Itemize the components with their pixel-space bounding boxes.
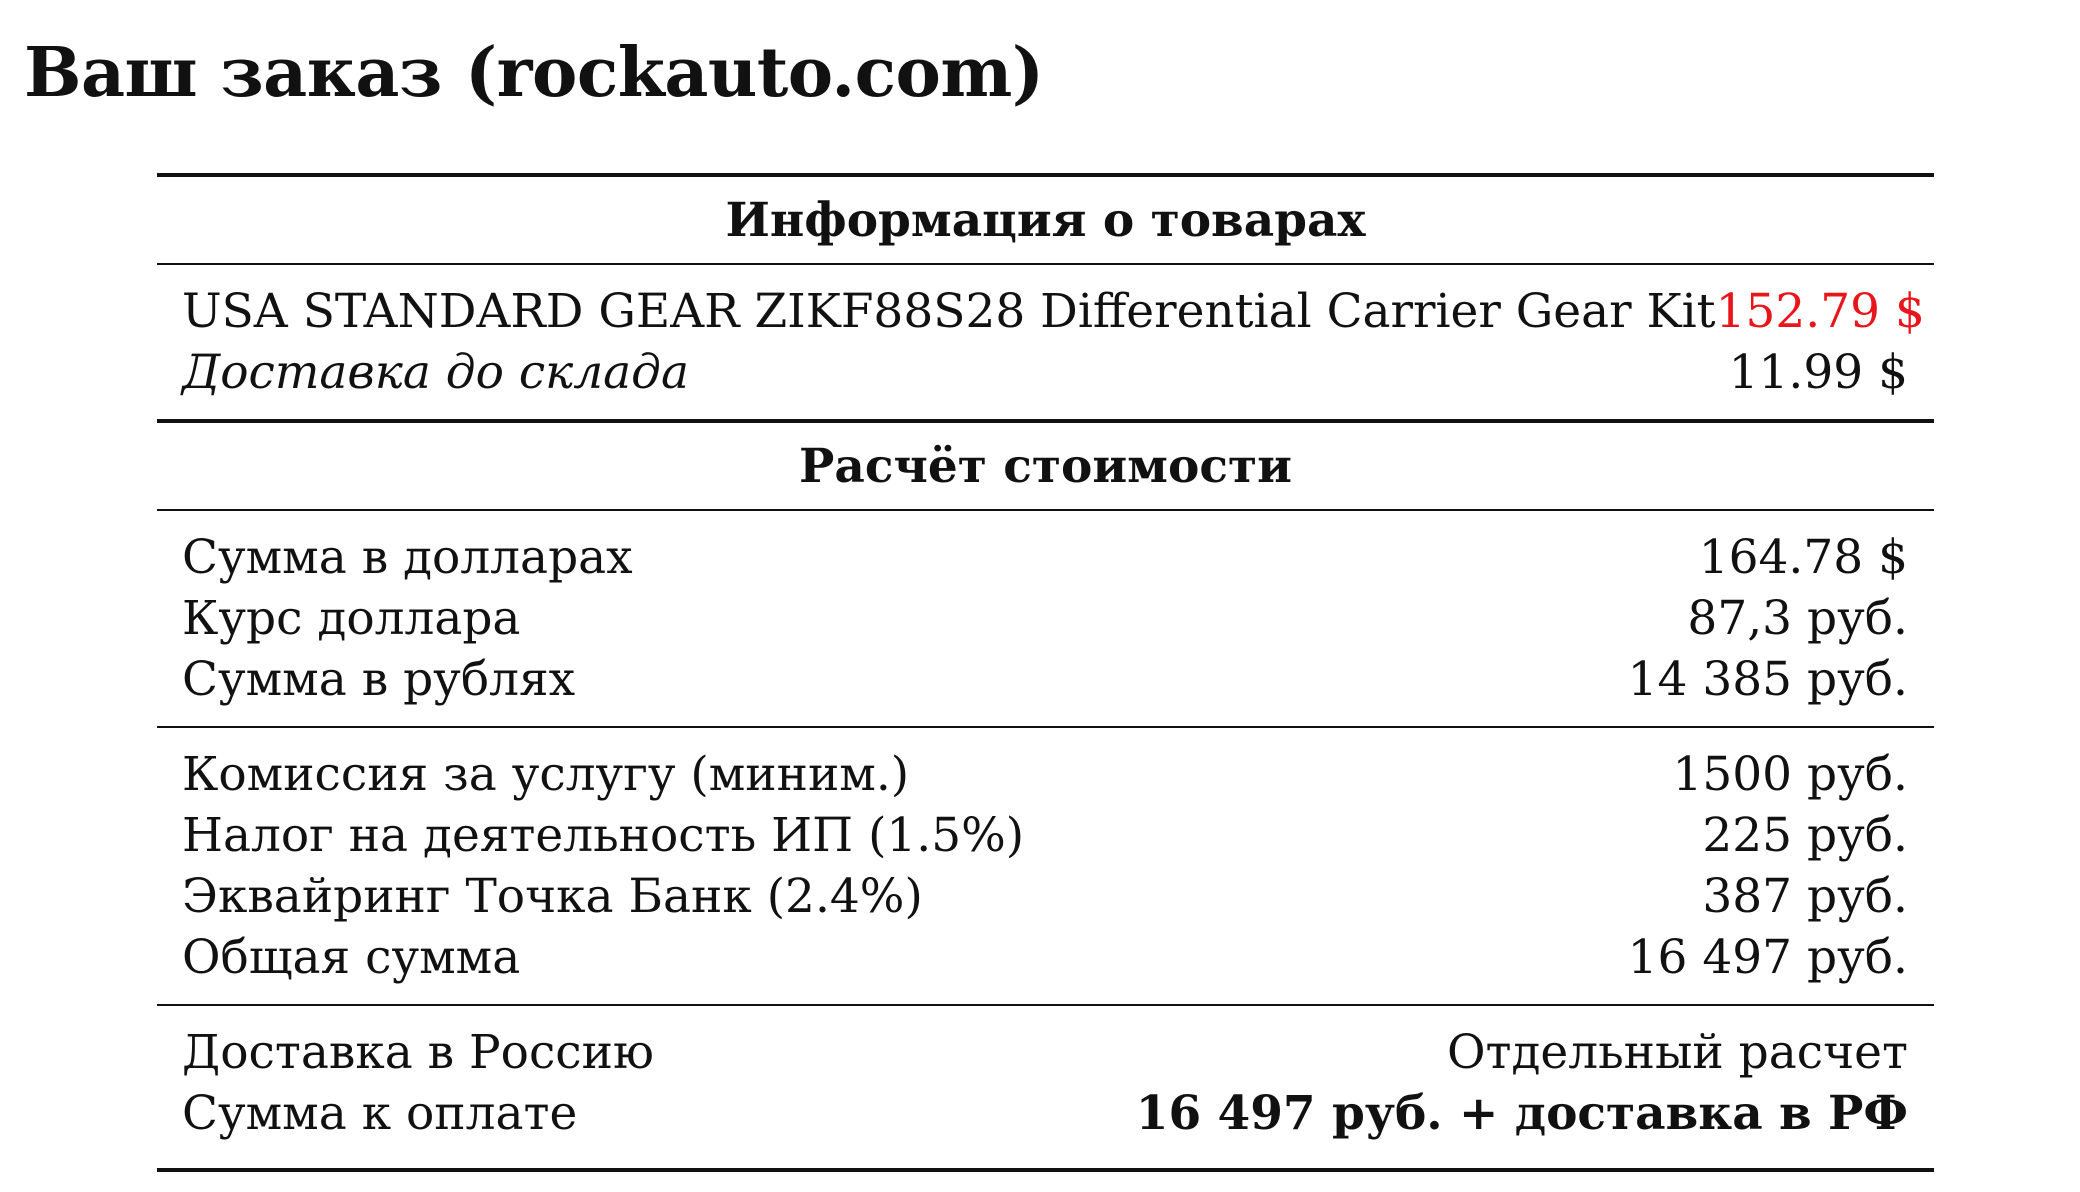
acquiring-label: Эквайринг Точка Банк (2.4%) xyxy=(182,869,923,924)
exchange-rate-label: Курс доллара xyxy=(182,591,521,646)
warehouse-shipping-label: Доставка до склада xyxy=(182,345,689,400)
table-bottom-rule xyxy=(157,1168,1934,1172)
acquiring-row xyxy=(157,866,1934,927)
rub-total-label: Сумма в рублях xyxy=(182,652,576,707)
russia-shipping-row xyxy=(157,1022,1934,1083)
rub-total-value: 14 385 руб. xyxy=(1627,652,1908,707)
tax-label: Налог на деятельность ИП (1.5%) xyxy=(182,808,1025,863)
warehouse-shipping-price: 11.99 $ xyxy=(1728,345,1908,400)
service-fee-row xyxy=(157,744,1934,805)
amount-due-label: Сумма к оплате xyxy=(182,1086,578,1141)
acquiring-value: 387 руб. xyxy=(1702,869,1908,924)
exchange-rate-value: 87,3 руб. xyxy=(1687,591,1908,646)
usd-total-label: Сумма в долларах xyxy=(182,530,633,585)
goods-item-name: USA STANDARD GEAR ZIKF88S28 Differential Carrier Gear Kit xyxy=(182,284,1716,339)
grand-total-label: Общая сумма xyxy=(182,930,521,985)
amount-due-row xyxy=(157,1083,1934,1144)
exchange-rate-row xyxy=(157,588,1934,649)
grand-total-value: 16 497 руб. xyxy=(1627,930,1908,985)
usd-total-value: 164.78 $ xyxy=(1698,530,1908,585)
rub-total-row xyxy=(157,649,1934,710)
amount-due-value: 16 497 руб. + доставка в РФ xyxy=(1135,1086,1908,1141)
service-fee-value: 1500 руб. xyxy=(1672,747,1908,802)
order-summary-table xyxy=(157,173,1934,1172)
tax-row xyxy=(157,805,1934,866)
russia-shipping-label: Доставка в Россию xyxy=(182,1025,654,1080)
goods-section-header: Информация о товарах xyxy=(725,192,1366,248)
russia-shipping-value: Отдельный расчет xyxy=(1446,1025,1908,1080)
warehouse-shipping-row xyxy=(157,342,1934,403)
goods-item-row xyxy=(157,281,1934,342)
calculation-section-header: Расчёт стоимости xyxy=(799,438,1292,494)
tax-value: 225 руб. xyxy=(1702,808,1908,863)
service-fee-label: Комиссия за услугу (миним.) xyxy=(182,747,910,802)
page-title: Ваш заказ (rockauto.com) xyxy=(24,33,1044,113)
usd-total-row xyxy=(157,527,1934,588)
goods-item-price: 152.79 $ xyxy=(1715,284,1925,339)
grand-total-row xyxy=(157,927,1934,988)
